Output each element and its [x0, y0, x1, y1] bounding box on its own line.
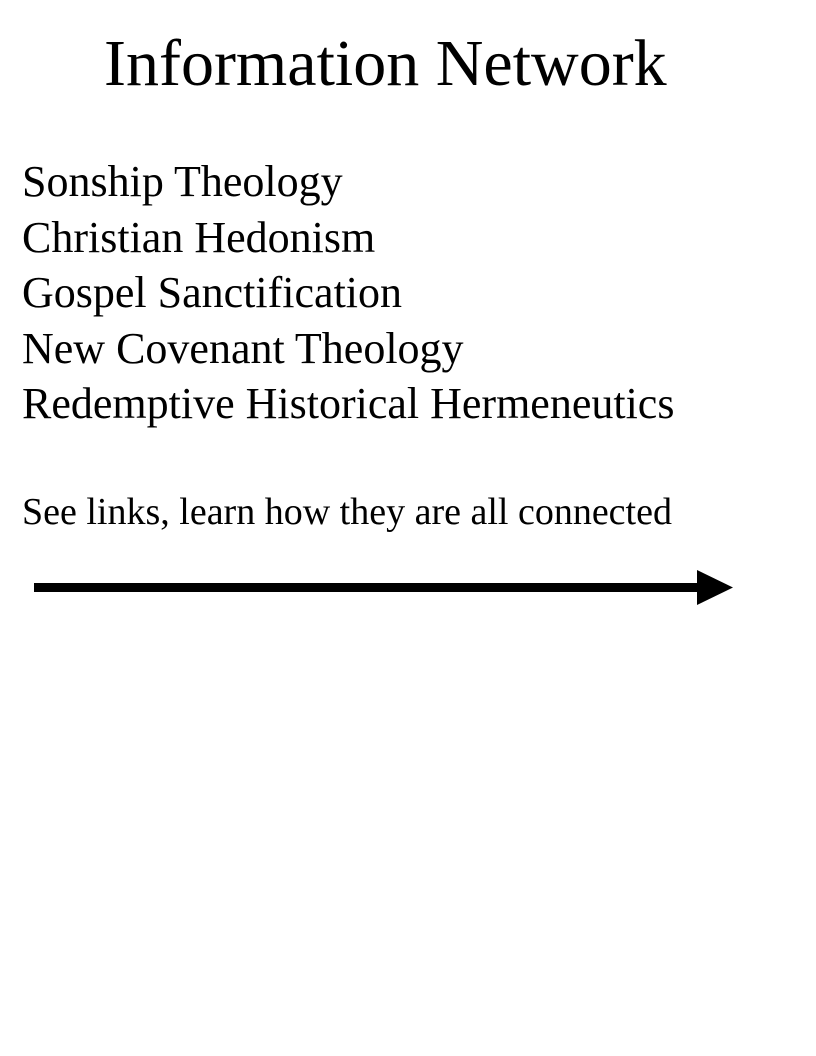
topic-item: Redemptive Historical Hermeneutics: [22, 379, 675, 428]
page-title: Information Network: [104, 27, 667, 100]
subtitle-text: See links, learn how they are all connected: [22, 491, 672, 533]
topic-item: Gospel Sanctification: [22, 268, 403, 317]
topic-item: New Covenant Theology: [22, 323, 464, 373]
right-arrow-head: [697, 570, 733, 605]
topic-item: Christian Hedonism: [22, 212, 376, 262]
right-arrow-icon: [34, 569, 734, 607]
topic-item: Sonship Theology: [22, 157, 343, 206]
topic-list: [22, 154, 674, 432]
